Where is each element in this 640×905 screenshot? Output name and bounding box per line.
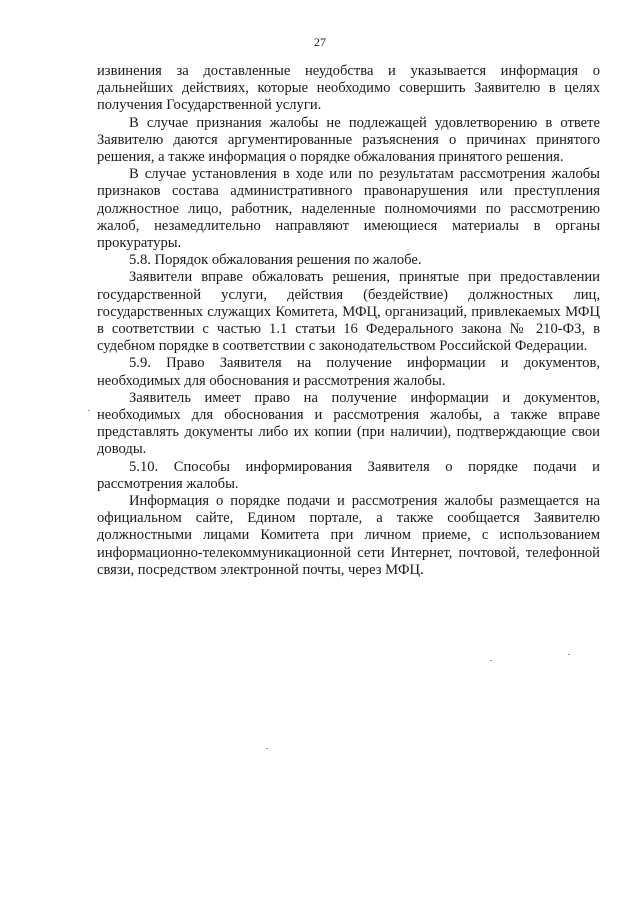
paragraph-offense-referral: В случае установления в ходе или по результатам рассмотрения жалобы признаков состава административного правонарушения или преступления должностное лицо, работник, наделенные полномочиями по рассмотрению жалоб, незамедлительно направляют имеющиеся материалы в органы прокуратуры. xyxy=(97,166,600,252)
paragraph-right-to-information: Заявитель имеет право на получение информации и документов, необходимых для обоснования и рассмотрения жалобы, а также вправе представлять документы либо их копии (при наличии), подтверждающие свои доводы. xyxy=(97,389,600,458)
scan-speck xyxy=(88,410,90,411)
paragraph-judicial-appeal: Заявители вправе обжаловать решения, принятые при предоставлении государственной услуги, действия (бездействие) должностных лиц, государственных служащих Комитета, МФЦ, организаций, привлекаемых МФЦ в соответствии с частью 1.1 статьи 16 Федерального закона № 210-ФЗ, в судебном порядке в соответствии с законодательством Российской Федерации. xyxy=(97,269,600,355)
scan-speck xyxy=(490,660,492,661)
page-number: 27 xyxy=(314,35,326,49)
scan-speck xyxy=(568,654,570,655)
section-heading-5-10: 5.10. Способы информирования Заявителя о порядке подачи и рассмотрения жалобы. xyxy=(97,458,600,492)
scan-speck xyxy=(266,748,268,749)
paragraph-information-methods: Информация о порядке подачи и рассмотрения жалобы размещается на официальном сайте, Едином портале, а также сообщается Заявителю должностными лицами Комитета при личном приеме, с использованием информационно-телекоммуникационной сети Интернет, почтовой, телефонной связи, посредством электронной почты, через МФЦ. xyxy=(97,493,600,578)
paragraph-complaint-apology: извинения за доставленные неудобства и указывается информация о дальнейших действиях, которые необходимо совершить Заявителю в целях получения Государственной услуги. xyxy=(97,63,600,114)
section-heading-5-8: 5.8. Порядок обжалования решения по жалобе. xyxy=(129,252,422,269)
document-body xyxy=(97,63,600,579)
paragraph-complaint-rejection: В случае признания жалобы не подлежащей удовлетворению в ответе Заявителю даются аргументированные разъяснения о причинах принятого решения, а также информация о порядке обжалования принятого решения. xyxy=(97,114,600,166)
section-heading-5-9: 5.9. Право Заявителя на получение информации и документов, необходимых для обоснования и рассмотрения жалобы. xyxy=(97,355,600,389)
